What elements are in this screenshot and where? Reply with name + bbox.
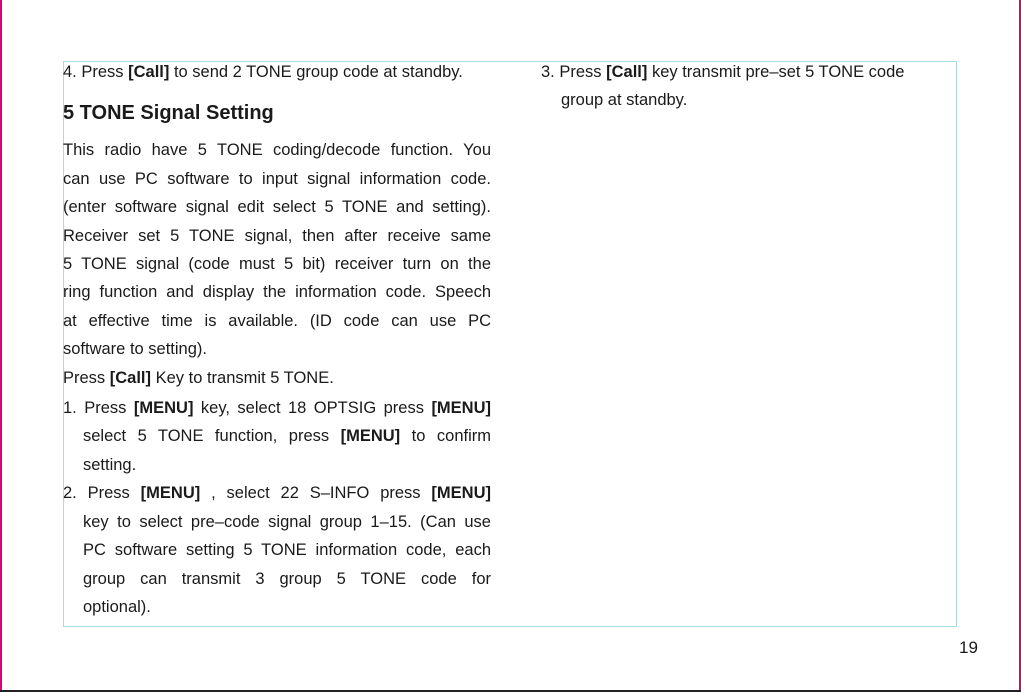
step-3-prefix: 3. Press bbox=[541, 63, 607, 81]
menu-key-label: [MENU] bbox=[133, 399, 194, 418]
menu-key-label: [MENU] bbox=[431, 399, 492, 418]
step-4 bbox=[63, 58, 491, 86]
step-1-text: to confirm bbox=[400, 427, 491, 446]
step-2-text: , select 22 S–INFO press bbox=[200, 484, 432, 503]
step-2-line-2: key to select pre–code signal group 1–15. (Can use bbox=[83, 512, 491, 531]
step-1-line-3: setting. bbox=[83, 455, 137, 474]
section-heading: 5 TONE Signal Setting bbox=[63, 102, 274, 125]
right-column bbox=[541, 58, 941, 115]
step-3-line-2: group at standby. bbox=[561, 91, 688, 110]
paragraph-line: 5 TONE signal (code must 5 bit) receiver turn on the bbox=[63, 255, 491, 274]
paragraph-line: can use PC software to input signal information code. bbox=[63, 169, 491, 188]
step-2-line-5: optional). bbox=[83, 597, 151, 616]
step-1-text: key, select 18 OPTSIG press bbox=[193, 399, 432, 418]
step-1-prefix: 1. Press bbox=[63, 399, 134, 418]
paragraph-line: (enter software signal edit select 5 TONE and setting). bbox=[63, 198, 491, 217]
call-key-label: [Call] bbox=[606, 63, 648, 81]
step-4-prefix: 4. Press bbox=[63, 63, 129, 81]
menu-key-label: [MENU] bbox=[340, 427, 401, 446]
paragraph-line: This radio have 5 TONE coding/decode function. You bbox=[63, 141, 491, 160]
step-2 bbox=[63, 479, 491, 621]
step-2-line-4: group can transmit 3 group 5 TONE code for bbox=[83, 569, 491, 588]
page-number: 19 bbox=[959, 638, 978, 657]
step-2-line-3: PC software setting 5 TONE information code, each bbox=[83, 541, 491, 560]
call-key-label: [Call] bbox=[109, 368, 152, 387]
press-call-line bbox=[63, 364, 491, 392]
menu-key-label: [MENU] bbox=[140, 484, 201, 503]
step-1-text: select 5 TONE function, press bbox=[83, 427, 341, 446]
paragraph-line: at effective time is available. (ID code can use PC bbox=[63, 311, 491, 330]
step-2-prefix: 2. Press bbox=[63, 484, 141, 503]
step-1-line-1 bbox=[63, 394, 491, 422]
step-2-line-1 bbox=[63, 479, 491, 507]
step-3-text: key transmit pre–set 5 TONE code bbox=[647, 63, 905, 81]
step-4-text: to send 2 TONE group code at standby. bbox=[169, 63, 463, 81]
press-call-text: Key to transmit 5 TONE. bbox=[151, 368, 334, 387]
paragraph-line: software to setting). bbox=[63, 340, 207, 359]
call-key-label: [Call] bbox=[128, 63, 170, 81]
left-column bbox=[63, 58, 491, 621]
press-call-prefix: Press bbox=[63, 368, 110, 387]
paragraph-line: Receiver set 5 TONE signal, then after receive same bbox=[63, 226, 491, 245]
paragraph-line: ring function and display the information code. Speech bbox=[63, 283, 491, 302]
description-paragraph bbox=[63, 136, 491, 363]
menu-key-label: [MENU] bbox=[431, 484, 491, 503]
step-1 bbox=[63, 394, 491, 479]
step-1-line-2 bbox=[63, 422, 491, 450]
step-3-line-1 bbox=[541, 58, 941, 86]
page-edge-left bbox=[0, 0, 2, 692]
